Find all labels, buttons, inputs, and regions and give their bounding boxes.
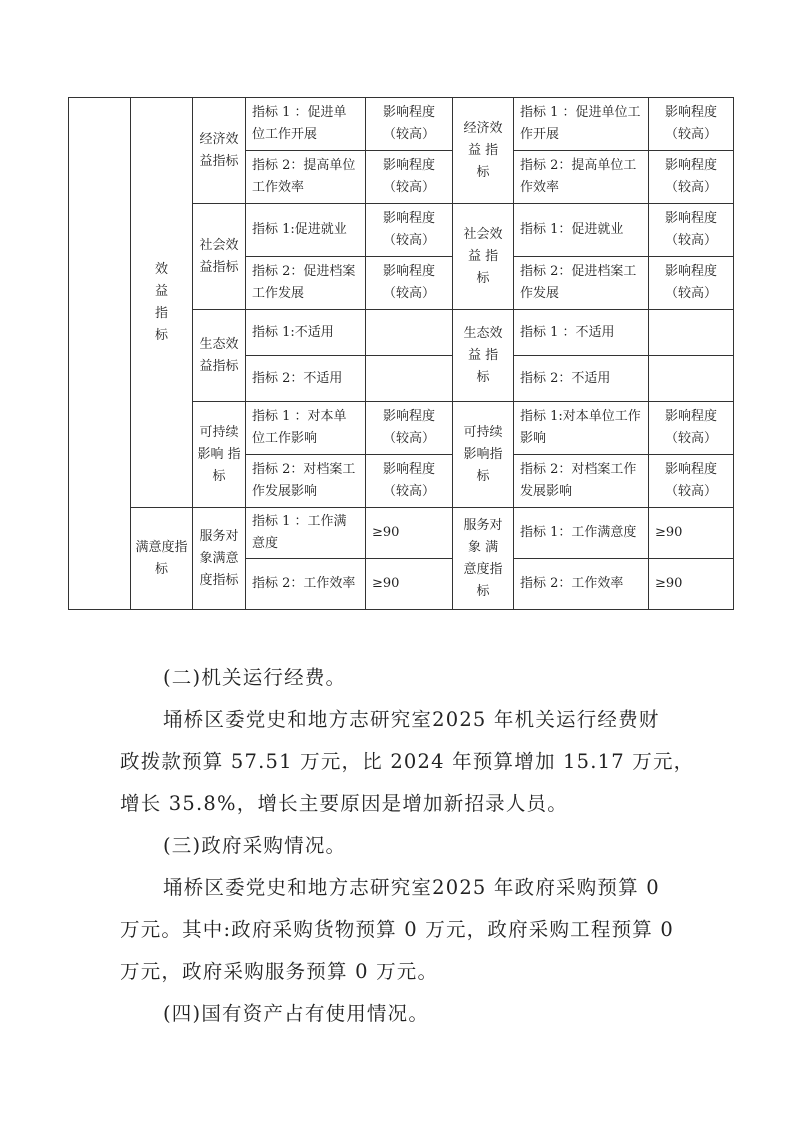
value-right: 影响程度（较高） xyxy=(649,204,734,257)
value-right: 影响程度（较高） xyxy=(649,98,734,151)
paragraph-line: 埇桥区委党史和地方志研究室2025 年机关运行经费财 xyxy=(163,708,660,731)
value-right: 影响程度（较高） xyxy=(649,257,734,310)
indicator-left: 指标 2：工作效率 xyxy=(246,559,366,610)
indicator-right: 指标 1 ：促进单位工作开展 xyxy=(514,98,649,151)
indicator-right: 指标 1:对本单位工作影响 xyxy=(514,402,649,455)
indicator-right: 指标 2：对档案工作发展影响 xyxy=(514,455,649,508)
indicator-left: 指标 1:不适用 xyxy=(246,310,366,356)
indicator-right: 指标 1：促进就业 xyxy=(514,204,649,257)
indicator-left: 指标 2：提高单位工作效率 xyxy=(246,151,366,204)
value-left: 影响程度（较高） xyxy=(366,455,453,508)
level3-indicator-left: 生态效益指标 xyxy=(193,310,246,402)
value-right xyxy=(649,356,734,402)
indicator-left: 指标 1 ：对本单位工作影响 xyxy=(246,402,366,455)
level3-indicator-left: 社会效益指标 xyxy=(193,204,246,310)
value-left: 影响程度（较高） xyxy=(366,98,453,151)
section-heading: (二)机关运行经费。 xyxy=(163,666,347,689)
value-left xyxy=(366,356,453,402)
level3-indicator-right: 可持续影响指标 xyxy=(453,402,514,508)
paragraph-line: 万元。其中:政府采购货物预算 0 万元，政府采购工程预算 0 xyxy=(120,918,674,941)
level2-category: 满意度指标 xyxy=(131,508,193,610)
value-right: 影响程度（较高） xyxy=(649,151,734,204)
indicator-right: 指标 2：提高单位工作效率 xyxy=(514,151,649,204)
value-left: 影响程度（较高） xyxy=(366,257,453,310)
blank-cell xyxy=(69,98,131,610)
level3-indicator-right: 经济效 益 指 标 xyxy=(453,98,514,204)
indicator-right: 指标 2：促进档案工作发展 xyxy=(514,257,649,310)
indicator-left: 指标 1 ：工作满意度 xyxy=(246,508,366,559)
level2-category: 效益指标 xyxy=(131,98,193,508)
paragraph-line: 埇桥区委党史和地方志研究室2025 年政府采购预算 0 xyxy=(163,876,660,899)
level3-indicator-left: 经济效益指标 xyxy=(193,98,246,204)
level3-indicator-left: 服务对象满意度指标 xyxy=(193,508,246,610)
indicator-left: 指标 2：对档案工作发展影响 xyxy=(246,455,366,508)
value-left: 影响程度（较高） xyxy=(366,151,453,204)
indicator-left: 指标 1 ：促进单位工作开展 xyxy=(246,98,366,151)
value-left: ≥90 xyxy=(366,508,453,559)
value-right: ≥90 xyxy=(649,508,734,559)
value-right: 影响程度（较高） xyxy=(649,402,734,455)
value-left: ≥90 xyxy=(366,559,453,610)
table-row xyxy=(69,98,734,151)
performance-indicator-table xyxy=(68,97,734,610)
paragraph-line: 增长 35.8%，增长主要原因是增加新招录人员。 xyxy=(120,792,568,815)
indicator-left: 指标 2：不适用 xyxy=(246,356,366,402)
level3-indicator-right: 社会效 益 指 标 xyxy=(453,204,514,310)
indicator-right: 指标 2：不适用 xyxy=(514,356,649,402)
value-left: 影响程度（较高） xyxy=(366,204,453,257)
level3-indicator-right: 生态效 益 指 标 xyxy=(453,310,514,402)
indicator-right: 指标 2：工作效率 xyxy=(514,559,649,610)
section-heading: (四)国有资产占有使用情况。 xyxy=(163,1002,430,1025)
paragraph-line: 政拨款预算 57.51 万元，比 2024 年预算增加 15.17 万元， xyxy=(120,750,695,773)
value-right: ≥90 xyxy=(649,559,734,610)
section-heading: (三)政府采购情况。 xyxy=(163,834,347,857)
paragraph-line: 万元，政府采购服务预算 0 万元。 xyxy=(120,960,439,983)
indicator-left: 指标 2：促进档案工作发展 xyxy=(246,257,366,310)
value-right: 影响程度（较高） xyxy=(649,455,734,508)
table-row xyxy=(69,508,734,559)
level3-indicator-left: 可持续影响 指标 xyxy=(193,402,246,508)
value-left xyxy=(366,310,453,356)
level3-indicator-right: 服务对象 满 意度指标 xyxy=(453,508,514,610)
indicator-right: 指标 1 ：不适用 xyxy=(514,310,649,356)
value-right xyxy=(649,310,734,356)
value-left: 影响程度（较高） xyxy=(366,402,453,455)
indicator-right: 指标 1：工作满意度 xyxy=(514,508,649,559)
indicator-left: 指标 1:促进就业 xyxy=(246,204,366,257)
